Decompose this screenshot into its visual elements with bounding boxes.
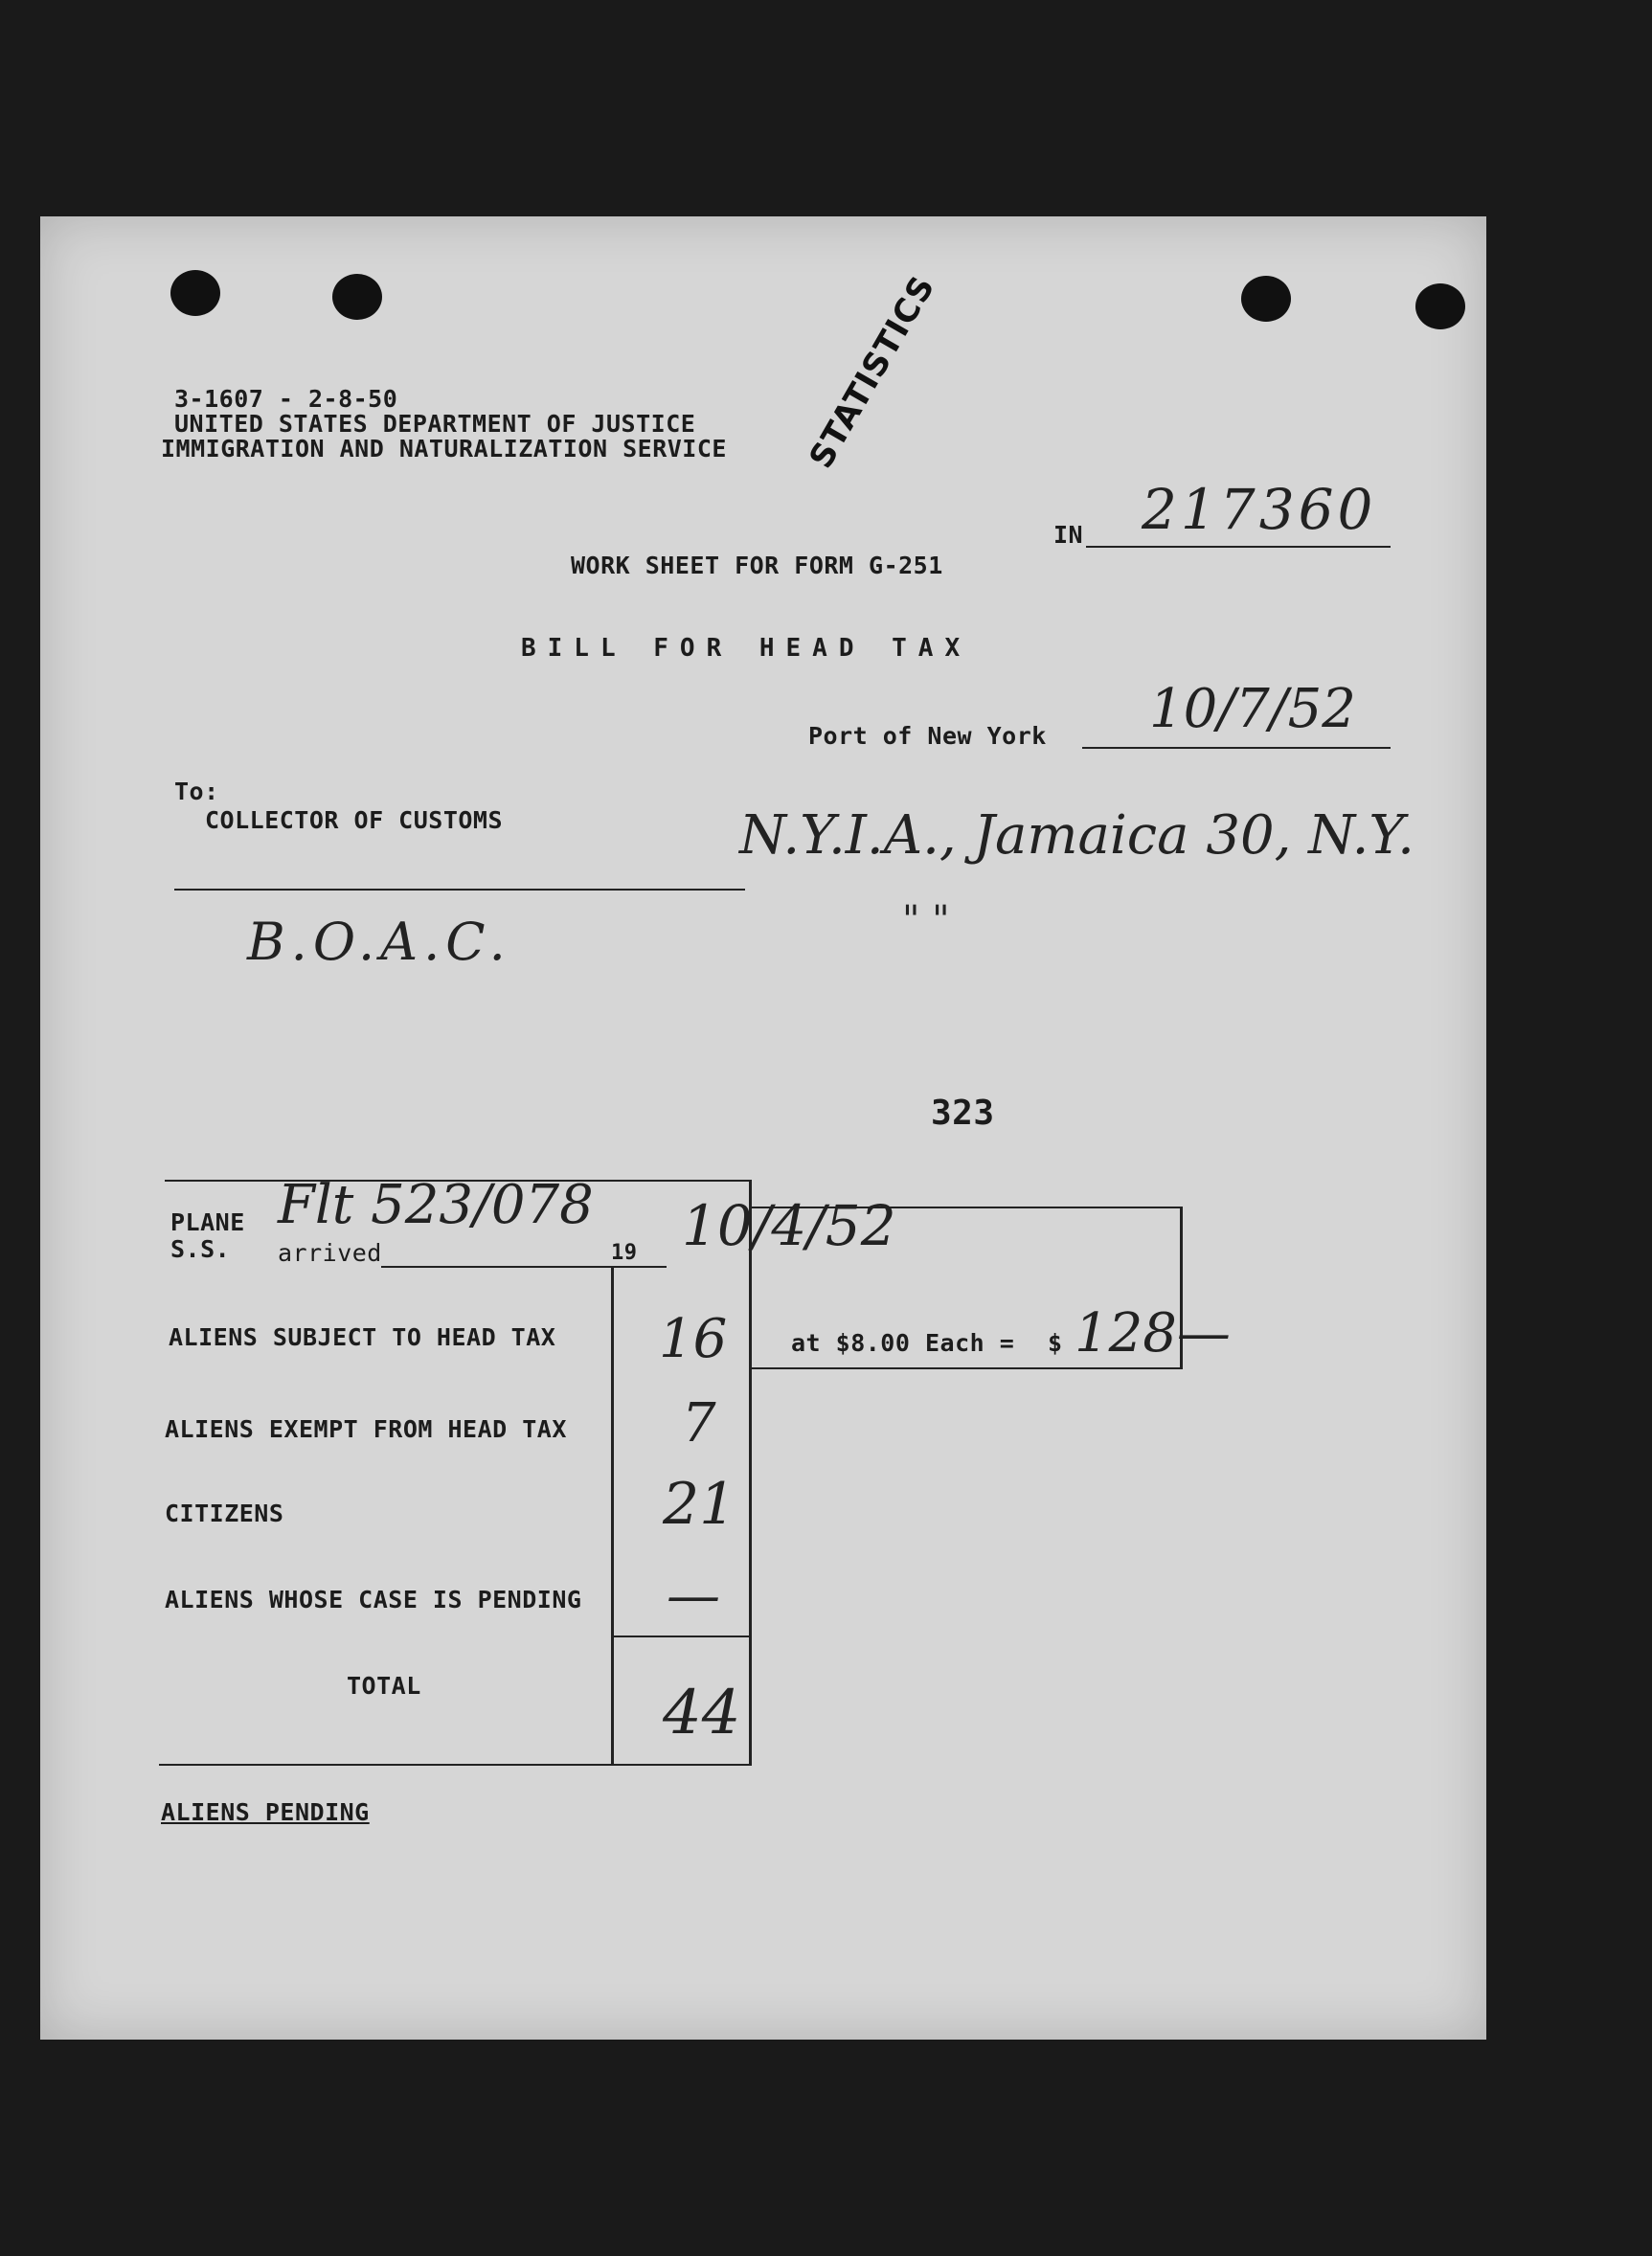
department-name: UNITED STATES DEPARTMENT OF JUSTICE — [174, 410, 696, 438]
dollar-sign: $ — [1048, 1329, 1063, 1357]
worksheet-title: WORK SHEET FOR FORM G-251 — [571, 552, 943, 579]
bill-title: BILL FOR HEAD TAX — [521, 634, 972, 663]
pending-heading: ALIENS PENDING — [161, 1798, 370, 1826]
flight-handwritten: Flt 523/078 — [278, 1174, 594, 1236]
document-sheet — [40, 216, 1486, 2040]
port-label: Port of New York — [808, 722, 1047, 750]
row-label-citizens: CITIZENS — [165, 1500, 284, 1527]
row-label-subject: ALIENS SUBJECT TO HEAD TAX — [169, 1323, 556, 1351]
arrived-label: arrived — [278, 1239, 382, 1267]
row-value-exempt: 7 — [682, 1392, 716, 1455]
location-handwritten: N.Y.I.A., Jamaica 30, N.Y. — [739, 804, 1414, 867]
in-number: 217360 — [1142, 477, 1377, 542]
ss-label: S.S. — [170, 1235, 231, 1263]
row-value-subject: 16 — [659, 1308, 728, 1370]
row-label-exempt: ALIENS EXEMPT FROM HEAD TAX — [165, 1415, 567, 1443]
in-number-line — [1086, 546, 1391, 548]
year-prefix: 19 — [611, 1241, 638, 1265]
punch-hole-2 — [332, 274, 382, 320]
rate-text: at $8.00 Each = — [791, 1329, 1015, 1357]
to-label: To: — [174, 778, 219, 805]
collector-name: COLLECTOR OF CUSTOMS — [205, 806, 504, 834]
total-value: 44 — [663, 1678, 741, 1748]
page-number: 323 — [931, 1094, 995, 1133]
form-code: 3-1607 - 2-8-50 — [174, 385, 398, 413]
tax-box-bottom — [749, 1367, 1182, 1369]
punch-hole-4 — [1415, 283, 1465, 329]
table-bottom-line — [159, 1764, 752, 1766]
value-column-divider — [611, 1266, 614, 1766]
punch-hole-3 — [1241, 276, 1291, 322]
statistics-stamp: STATISTICS — [802, 269, 943, 475]
carrier-handwritten: B.O.A.C. — [247, 912, 511, 972]
row-label-pending: ALIENS WHOSE CASE IS PENDING — [165, 1586, 582, 1613]
punch-hole-1 — [170, 270, 220, 316]
total-separator — [611, 1636, 752, 1637]
row-value-citizens: 21 — [663, 1471, 736, 1538]
port-date-line — [1082, 747, 1391, 749]
plane-label: PLANE — [170, 1208, 245, 1236]
in-label: IN — [1053, 521, 1084, 549]
arrival-date-handwritten: 10/4/52 — [682, 1193, 896, 1258]
table-right-border — [749, 1180, 752, 1766]
service-name: IMMIGRATION AND NATURALIZATION SERVICE — [161, 435, 727, 462]
tax-amount: 128— — [1075, 1302, 1231, 1365]
total-label: TOTAL — [347, 1672, 421, 1700]
row-value-pending: — — [667, 1565, 720, 1627]
port-date: 10/7/52 — [1149, 678, 1356, 740]
address-line — [174, 889, 745, 891]
plane-underline — [381, 1266, 613, 1268]
ditto-marks: " " — [902, 898, 950, 942]
year-underline — [611, 1266, 667, 1268]
